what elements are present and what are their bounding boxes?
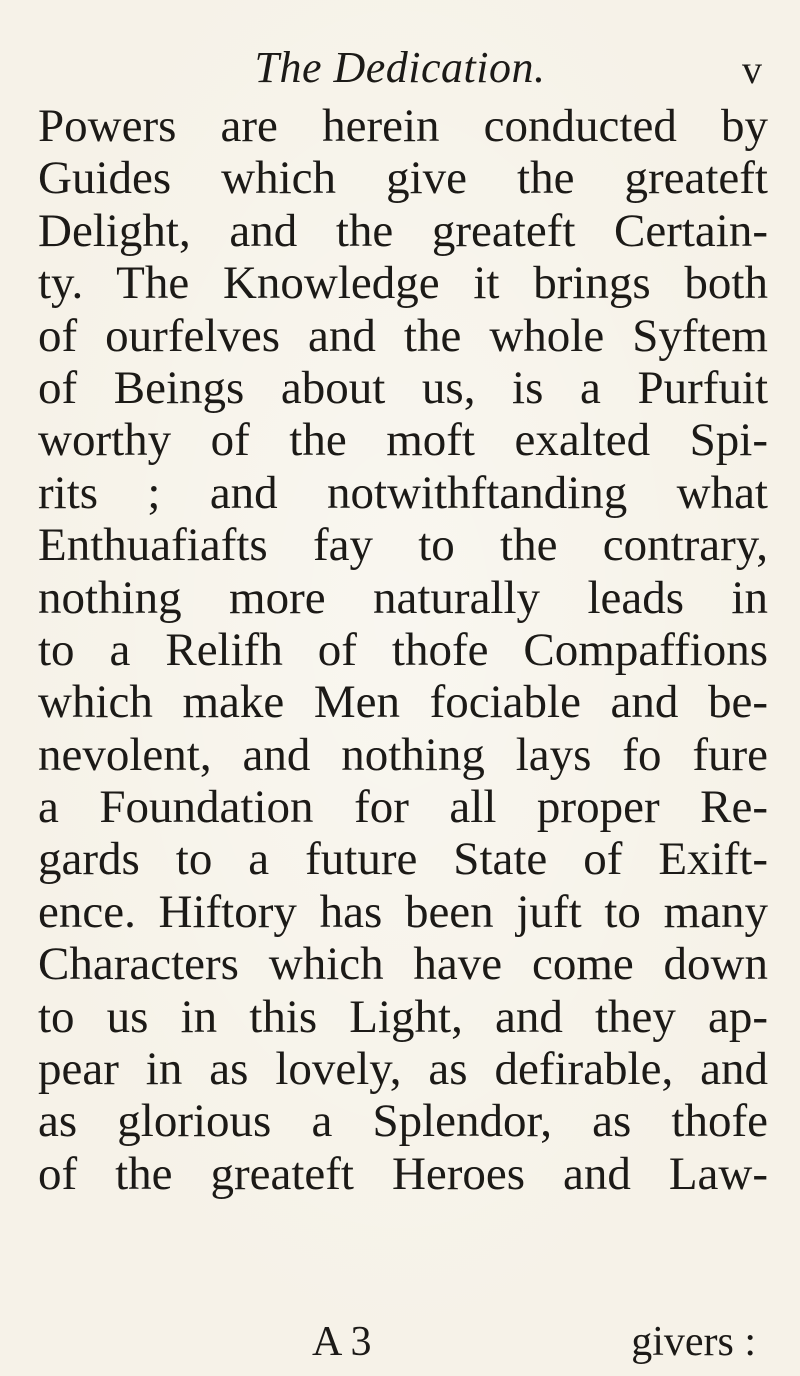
text-line: a Foundation for all proper Re-	[38, 781, 768, 834]
text-line: nevolent, and nothing lays fo fure	[38, 728, 768, 781]
signature-mark: A 3	[312, 1319, 372, 1365]
text-line: Delight, and the greateft Certain-	[38, 204, 768, 257]
page-footer	[0, 1318, 800, 1368]
text-line: of ourfelves and the whole Syftem	[38, 309, 768, 362]
text-line: which make Men fociable and be-	[38, 676, 768, 729]
running-title: The Dedication.	[254, 43, 546, 92]
text-line: as glorious a Splendor, as thofe	[38, 1095, 768, 1148]
text-line: ence. Hiftory has been juft to many	[38, 885, 768, 938]
text-line: Characters which have come down	[38, 938, 768, 991]
text-line: to us in this Light, and they ap-	[38, 990, 768, 1043]
text-line: Enthuafiafts fay to the contrary,	[38, 519, 768, 572]
text-line: rits ; and notwithftanding what	[38, 466, 768, 519]
text-line: Guides which give the greateft	[38, 152, 768, 205]
catchword: givers :	[631, 1319, 756, 1365]
page-number: v	[742, 47, 762, 92]
text-line: of Beings about us, is a Purfuit	[38, 361, 768, 414]
text-line: gards to a future State of Exift-	[38, 833, 768, 886]
text-line: pear in as lovely, as defirable, and	[38, 1043, 768, 1096]
text-line: to a Relifh of thofe Compaffions	[38, 623, 768, 676]
text-line: nothing more naturally leads in	[38, 571, 768, 624]
text-line: of the greateft Heroes and Law-	[38, 1147, 768, 1200]
text-line: worthy of the moft exalted Spi-	[38, 414, 768, 467]
body-text	[38, 100, 768, 1200]
text-line: Powers are herein conducted by	[38, 100, 768, 152]
text-line: ty. The Knowledge it brings both	[38, 257, 768, 310]
